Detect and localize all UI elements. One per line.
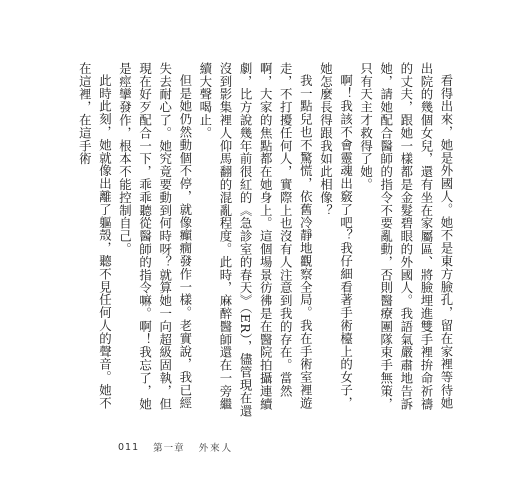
page-number: 011 [118,441,140,453]
chapter-title: 外來人 [198,443,234,454]
chapter-label: 第一章 [153,443,185,454]
paragraph-3: 我一點兒也不驚慌，依舊冷靜地觀察全局。我在手術室裡遊走，不打擾任何人，實際上也沒有人注意到我的存在。當然啊，大家的焦點都在她身上。這個場景彷彿是在醫院拍攝連續劇，比方說幾年前很紅的《急診室的春天》（ER），儘管現在還沒到影集裡人仰馬翻的混亂程度。此時，麻醉醫師還在一旁繼續大聲喝止。 [197,62,314,418]
paragraph-4: 但是她仍然動個不停，就像癲癇發作一樣。老實說，我已經失去耐心了。她究竟要動到何時呀？就算她一向超級固執，但現在好歹配合一下，乖乖聽從醫師的指令嘛。啊！我忘了，她是痙攣發作，根本不能控制自己。 [117,62,193,411]
paragraph-1: 看得出來，她是外國人。她不是東方臉孔，留在家裡等待她出院的幾個女兒，還有坐在家屬區、將臉埋進雙手裡拚命祈禱的丈夫，跟她一樣都是金髮碧眼的外國人。我語氣嚴肅地告訴她，請她配合醫師的指令不要亂動，否則醫療團隊束手無策，只有天主才救得了她。 [358,62,454,411]
page-footer [118,440,233,454]
body-text [64,62,456,420]
paragraph-5: 此時此刻，她就像出離了軀殼，聽不見任何人的聲音。她不在這裡，在這手術 [77,62,113,410]
paragraph-2: 啊！我該不會靈魂出竅了吧？我仔細看著手術檯上的女子，她怎麼長得跟我如此相像？ [318,62,354,410]
